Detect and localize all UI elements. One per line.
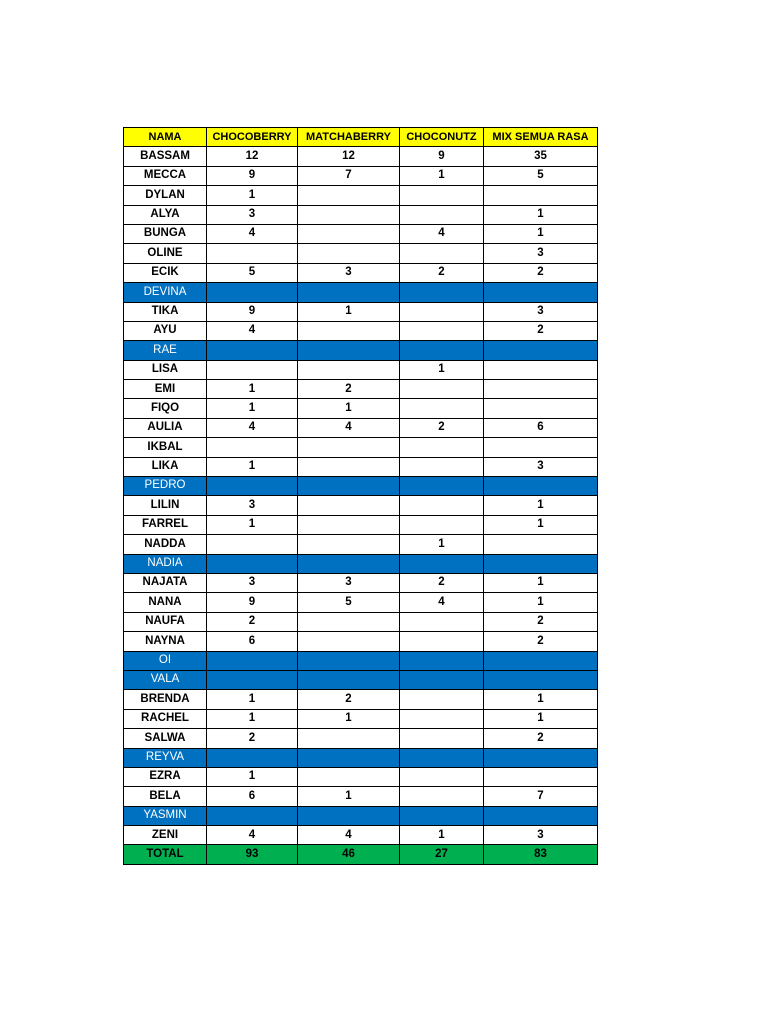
total-row (124, 845, 598, 864)
mix-semua-rasa-cell (484, 806, 598, 825)
chocoberry-cell: 1 (207, 709, 298, 728)
choconutz-cell (400, 244, 484, 263)
mix-semua-rasa-cell (484, 748, 598, 767)
chocoberry-cell (207, 360, 298, 379)
matchaberry-cell (298, 806, 400, 825)
name-cell: BELA (124, 787, 207, 806)
name-cell: FARREL (124, 515, 207, 534)
group-row (124, 670, 598, 689)
group-row (124, 748, 598, 767)
table-row (124, 380, 598, 399)
chocoberry-cell: 1 (207, 457, 298, 476)
matchaberry-cell (298, 670, 400, 689)
choconutz-cell (400, 806, 484, 825)
matchaberry-cell (298, 729, 400, 748)
chocoberry-cell (207, 244, 298, 263)
mix-semua-rasa-cell: 3 (484, 826, 598, 845)
mix-semua-rasa-cell (484, 554, 598, 573)
chocoberry-cell: 5 (207, 263, 298, 282)
chocoberry-cell: 9 (207, 593, 298, 612)
name-cell: ECIK (124, 263, 207, 282)
chocoberry-cell (207, 651, 298, 670)
choconutz-cell (400, 321, 484, 340)
table-row (124, 166, 598, 185)
matchaberry-cell (298, 748, 400, 767)
table-row (124, 302, 598, 321)
choconutz-cell: 2 (400, 573, 484, 592)
matchaberry-cell (298, 438, 400, 457)
table-row (124, 787, 598, 806)
chocoberry-cell: 4 (207, 321, 298, 340)
table-row (124, 826, 598, 845)
name-cell: NADIA (124, 554, 207, 573)
orders-table (123, 127, 598, 865)
matchaberry-cell (298, 535, 400, 554)
mix-semua-rasa-cell (484, 767, 598, 786)
name-cell: OI (124, 651, 207, 670)
chocoberry-cell: 4 (207, 418, 298, 437)
matchaberry-cell (298, 186, 400, 205)
header-mix-semua-rasa: MIX SEMUA RASA (484, 128, 598, 147)
chocoberry-cell: 1 (207, 767, 298, 786)
choconutz-cell (400, 457, 484, 476)
matchaberry-cell (298, 612, 400, 631)
name-cell: NAUFA (124, 612, 207, 631)
choconutz-cell: 2 (400, 263, 484, 282)
chocoberry-cell (207, 554, 298, 573)
mix-semua-rasa-cell: 2 (484, 729, 598, 748)
choconutz-cell: 4 (400, 224, 484, 243)
matchaberry-cell (298, 632, 400, 651)
choconutz-cell: 4 (400, 593, 484, 612)
table-row (124, 573, 598, 592)
choconutz-cell (400, 787, 484, 806)
matchaberry-cell: 2 (298, 380, 400, 399)
mix-semua-rasa-cell (484, 670, 598, 689)
name-cell: DEVINA (124, 283, 207, 302)
name-cell: OLINE (124, 244, 207, 263)
header-chocoberry: CHOCOBERRY (207, 128, 298, 147)
matchaberry-cell: 3 (298, 263, 400, 282)
choconutz-cell (400, 380, 484, 399)
table-header (124, 128, 598, 147)
matchaberry-cell: 5 (298, 593, 400, 612)
choconutz-cell: 1 (400, 826, 484, 845)
matchaberry-cell (298, 341, 400, 360)
table-row (124, 205, 598, 224)
table-row (124, 224, 598, 243)
choconutz-cell (400, 477, 484, 496)
chocoberry-cell (207, 748, 298, 767)
chocoberry-cell: 3 (207, 496, 298, 515)
mix-semua-rasa-cell (484, 399, 598, 418)
mix-semua-rasa-cell (484, 186, 598, 205)
chocoberry-cell: 2 (207, 729, 298, 748)
mix-semua-rasa-cell: 3 (484, 244, 598, 263)
choconutz-cell (400, 515, 484, 534)
mix-semua-rasa-cell: 1 (484, 573, 598, 592)
choconutz-cell (400, 612, 484, 631)
group-row (124, 283, 598, 302)
matchaberry-cell (298, 515, 400, 534)
mix-semua-rasa-cell (484, 380, 598, 399)
table-row (124, 690, 598, 709)
matchaberry-cell (298, 554, 400, 573)
chocoberry-cell: 93 (207, 845, 298, 864)
name-cell: ZENI (124, 826, 207, 845)
choconutz-cell (400, 341, 484, 360)
mix-semua-rasa-cell: 35 (484, 147, 598, 166)
matchaberry-cell (298, 457, 400, 476)
name-cell: NAYNA (124, 632, 207, 651)
choconutz-cell (400, 205, 484, 224)
name-cell: LIKA (124, 457, 207, 476)
name-cell: BRENDA (124, 690, 207, 709)
mix-semua-rasa-cell: 1 (484, 205, 598, 224)
matchaberry-cell (298, 283, 400, 302)
name-cell: SALWA (124, 729, 207, 748)
chocoberry-cell: 1 (207, 186, 298, 205)
matchaberry-cell: 3 (298, 573, 400, 592)
choconutz-cell (400, 632, 484, 651)
matchaberry-cell: 1 (298, 709, 400, 728)
choconutz-cell (400, 399, 484, 418)
choconutz-cell (400, 709, 484, 728)
matchaberry-cell (298, 244, 400, 263)
chocoberry-cell: 3 (207, 205, 298, 224)
mix-semua-rasa-cell: 3 (484, 457, 598, 476)
name-cell: EZRA (124, 767, 207, 786)
table-row (124, 767, 598, 786)
mix-semua-rasa-cell: 3 (484, 302, 598, 321)
mix-semua-rasa-cell (484, 341, 598, 360)
name-cell: BUNGA (124, 224, 207, 243)
chocoberry-cell: 6 (207, 632, 298, 651)
name-cell: EMI (124, 380, 207, 399)
table-row (124, 612, 598, 631)
table-row (124, 515, 598, 534)
mix-semua-rasa-cell: 1 (484, 593, 598, 612)
header-matchaberry: MATCHABERRY (298, 128, 400, 147)
chocoberry-cell (207, 438, 298, 457)
chocoberry-cell: 9 (207, 302, 298, 321)
matchaberry-cell (298, 205, 400, 224)
choconutz-cell (400, 554, 484, 573)
table-row (124, 535, 598, 554)
group-row (124, 477, 598, 496)
table-row (124, 632, 598, 651)
choconutz-cell (400, 186, 484, 205)
chocoberry-cell (207, 670, 298, 689)
chocoberry-cell (207, 341, 298, 360)
mix-semua-rasa-cell: 2 (484, 632, 598, 651)
choconutz-cell (400, 690, 484, 709)
choconutz-cell (400, 748, 484, 767)
table-row (124, 186, 598, 205)
name-cell: RACHEL (124, 709, 207, 728)
matchaberry-cell: 2 (298, 690, 400, 709)
header-row (124, 128, 598, 147)
chocoberry-cell: 6 (207, 787, 298, 806)
name-cell: YASMIN (124, 806, 207, 825)
group-row (124, 341, 598, 360)
chocoberry-cell (207, 806, 298, 825)
choconutz-cell: 27 (400, 845, 484, 864)
choconutz-cell (400, 767, 484, 786)
choconutz-cell (400, 496, 484, 515)
matchaberry-cell: 1 (298, 302, 400, 321)
choconutz-cell: 1 (400, 166, 484, 185)
table-row (124, 263, 598, 282)
header-nama: NAMA (124, 128, 207, 147)
matchaberry-cell: 4 (298, 418, 400, 437)
group-row (124, 806, 598, 825)
name-cell: BASSAM (124, 147, 207, 166)
name-cell: NADDA (124, 535, 207, 554)
name-cell: AULIA (124, 418, 207, 437)
matchaberry-cell (298, 224, 400, 243)
choconutz-cell: 9 (400, 147, 484, 166)
table-row (124, 418, 598, 437)
mix-semua-rasa-cell: 2 (484, 612, 598, 631)
mix-semua-rasa-cell: 1 (484, 690, 598, 709)
chocoberry-cell: 4 (207, 826, 298, 845)
table-row (124, 438, 598, 457)
name-cell: VALA (124, 670, 207, 689)
table-row (124, 147, 598, 166)
mix-semua-rasa-cell (484, 360, 598, 379)
name-cell: TIKA (124, 302, 207, 321)
matchaberry-cell: 4 (298, 826, 400, 845)
choconutz-cell (400, 302, 484, 321)
chocoberry-cell (207, 477, 298, 496)
choconutz-cell (400, 438, 484, 457)
matchaberry-cell (298, 321, 400, 340)
table-row (124, 729, 598, 748)
chocoberry-cell (207, 535, 298, 554)
mix-semua-rasa-cell (484, 651, 598, 670)
mix-semua-rasa-cell (484, 283, 598, 302)
table-body (124, 147, 598, 864)
name-cell: ALYA (124, 205, 207, 224)
mix-semua-rasa-cell: 6 (484, 418, 598, 437)
chocoberry-cell: 1 (207, 690, 298, 709)
matchaberry-cell: 1 (298, 787, 400, 806)
header-choconutz: CHOCONUTZ (400, 128, 484, 147)
choconutz-cell: 1 (400, 535, 484, 554)
choconutz-cell (400, 283, 484, 302)
matchaberry-cell: 46 (298, 845, 400, 864)
mix-semua-rasa-cell: 1 (484, 496, 598, 515)
name-cell: TOTAL (124, 845, 207, 864)
matchaberry-cell (298, 360, 400, 379)
name-cell: NANA (124, 593, 207, 612)
chocoberry-cell: 12 (207, 147, 298, 166)
table-row (124, 244, 598, 263)
matchaberry-cell (298, 496, 400, 515)
chocoberry-cell (207, 283, 298, 302)
table-row (124, 496, 598, 515)
name-cell: AYU (124, 321, 207, 340)
table-row (124, 321, 598, 340)
matchaberry-cell (298, 477, 400, 496)
choconutz-cell (400, 651, 484, 670)
mix-semua-rasa-cell (484, 477, 598, 496)
name-cell: RAE (124, 341, 207, 360)
table-row (124, 399, 598, 418)
choconutz-cell (400, 670, 484, 689)
table-row (124, 593, 598, 612)
chocoberry-cell: 1 (207, 515, 298, 534)
matchaberry-cell: 7 (298, 166, 400, 185)
chocoberry-cell: 1 (207, 399, 298, 418)
mix-semua-rasa-cell: 2 (484, 321, 598, 340)
mix-semua-rasa-cell: 1 (484, 515, 598, 534)
mix-semua-rasa-cell: 1 (484, 224, 598, 243)
chocoberry-cell: 4 (207, 224, 298, 243)
group-row (124, 554, 598, 573)
chocoberry-cell: 1 (207, 380, 298, 399)
matchaberry-cell: 12 (298, 147, 400, 166)
matchaberry-cell (298, 651, 400, 670)
table-row (124, 360, 598, 379)
mix-semua-rasa-cell (484, 535, 598, 554)
name-cell: DYLAN (124, 186, 207, 205)
mix-semua-rasa-cell (484, 438, 598, 457)
table-row (124, 709, 598, 728)
name-cell: MECCA (124, 166, 207, 185)
chocoberry-cell: 2 (207, 612, 298, 631)
mix-semua-rasa-cell: 7 (484, 787, 598, 806)
name-cell: LILIN (124, 496, 207, 515)
matchaberry-cell (298, 767, 400, 786)
mix-semua-rasa-cell: 5 (484, 166, 598, 185)
mix-semua-rasa-cell: 1 (484, 709, 598, 728)
choconutz-cell: 2 (400, 418, 484, 437)
table-row (124, 457, 598, 476)
mix-semua-rasa-cell: 2 (484, 263, 598, 282)
name-cell: REYVA (124, 748, 207, 767)
name-cell: NAJATA (124, 573, 207, 592)
name-cell: FIQO (124, 399, 207, 418)
group-row (124, 651, 598, 670)
choconutz-cell (400, 729, 484, 748)
choconutz-cell: 1 (400, 360, 484, 379)
name-cell: LISA (124, 360, 207, 379)
name-cell: PEDRO (124, 477, 207, 496)
name-cell: IKBAL (124, 438, 207, 457)
matchaberry-cell: 1 (298, 399, 400, 418)
mix-semua-rasa-cell: 83 (484, 845, 598, 864)
chocoberry-cell: 9 (207, 166, 298, 185)
chocoberry-cell: 3 (207, 573, 298, 592)
